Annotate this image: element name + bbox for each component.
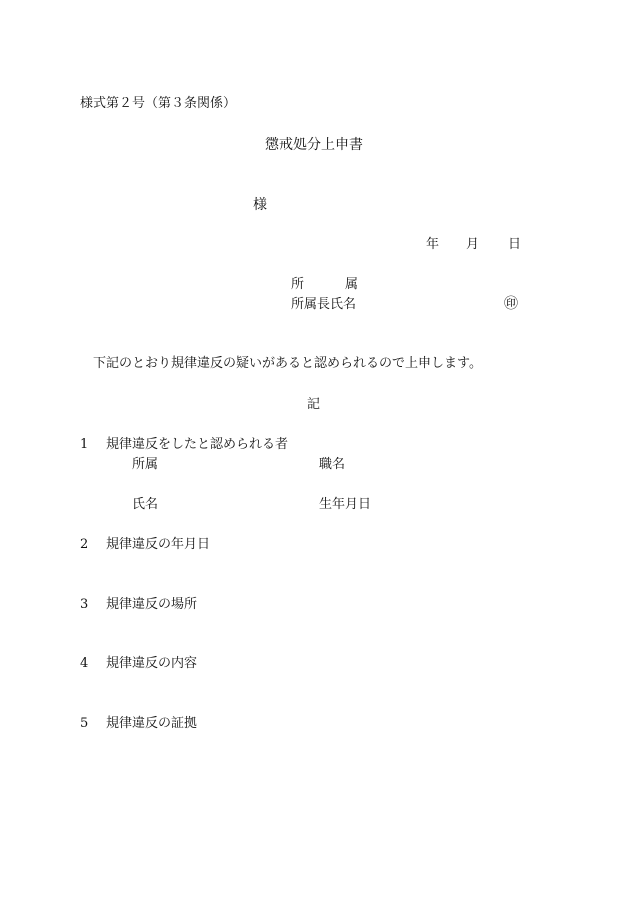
item-1-number: 1	[80, 437, 89, 452]
addressee-suffix: 様	[253, 197, 267, 213]
item-1-affiliation-label: 所属	[132, 457, 159, 472]
head-name-label: 所属長氏名	[291, 297, 357, 312]
date-month-label: 月	[466, 237, 480, 252]
body-text: 下記のとおり規律違反の疑いがあると認められるので上申します。	[93, 356, 482, 371]
date-day-label: 日	[508, 237, 522, 252]
affiliation-label-char-1: 所	[291, 277, 305, 292]
item-1-label: 規律違反をしたと認められる者	[106, 437, 289, 452]
item-5-number: 5	[80, 716, 89, 731]
item-1-position-label: 職名	[319, 457, 346, 472]
form-number: 様式第２号（第３条関係）	[80, 96, 237, 111]
item-5-label: 規律違反の証拠	[106, 716, 198, 731]
ki-heading: 記	[307, 397, 321, 412]
item-3-label: 規律違反の場所	[106, 597, 198, 612]
document-title: 懲戒処分上申書	[265, 137, 363, 153]
item-3-number: 3	[80, 597, 89, 612]
date-year-label: 年	[426, 237, 440, 252]
item-4-number: 4	[80, 656, 89, 671]
seal-mark: ㊞	[504, 296, 518, 312]
item-4-label: 規律違反の内容	[106, 656, 198, 671]
item-2-number: 2	[80, 537, 89, 552]
affiliation-label-char-2: 属	[345, 277, 359, 292]
item-2-label: 規律違反の年月日	[106, 537, 211, 552]
item-1-name-label: 氏名	[132, 497, 159, 512]
item-1-birthdate-label: 生年月日	[319, 497, 372, 512]
